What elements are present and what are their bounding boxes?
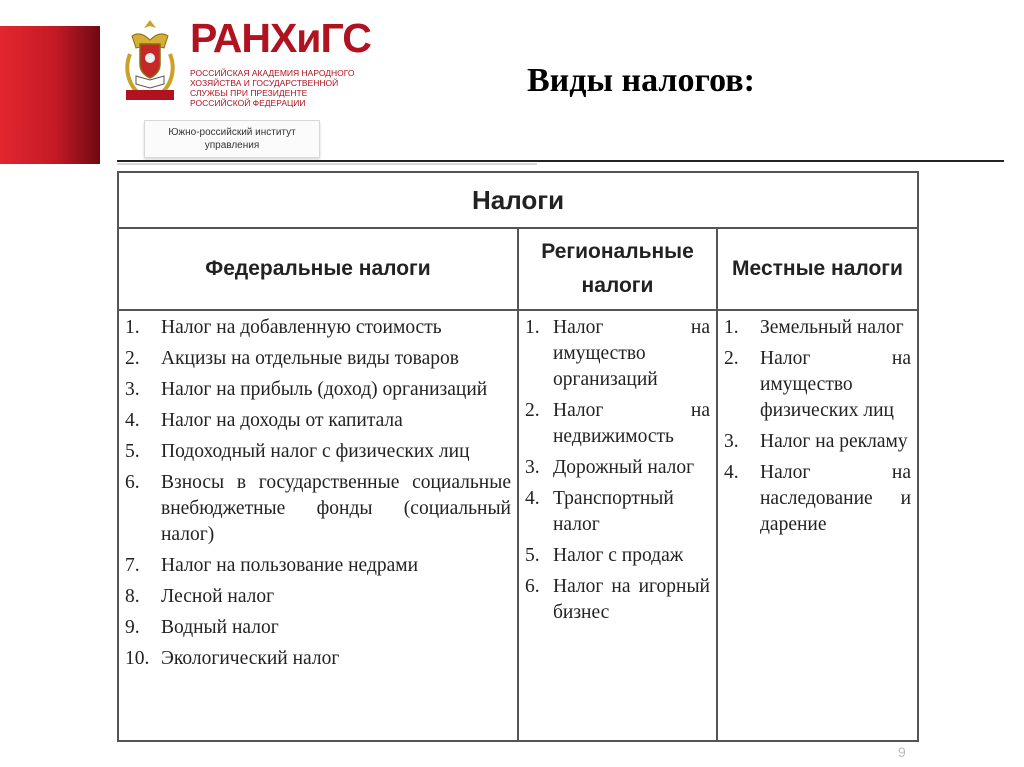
local-taxes-cell bbox=[717, 310, 918, 741]
list-item: 7. Налог на пользование недрами bbox=[125, 555, 419, 576]
list-item: 2. Налог на имущество физических лиц bbox=[724, 348, 912, 421]
local-taxes-list bbox=[724, 315, 911, 538]
regional-heading: Региональные налоги bbox=[518, 228, 717, 310]
list-item: 3. Налог на рекламу bbox=[724, 431, 908, 452]
list-item: 5. Подоходный налог с физических лиц bbox=[125, 441, 470, 462]
list-item: 3. Налог на прибыль (доход) организаций bbox=[125, 379, 488, 400]
local-heading: Местные налоги bbox=[717, 228, 918, 310]
list-item: 1. Налог на имущество организаций bbox=[525, 317, 710, 390]
brand-name: РАНХиГС bbox=[190, 15, 371, 61]
list-item: 5. Налог с продаж bbox=[525, 545, 684, 566]
list-item: 9. Водный налог bbox=[125, 617, 279, 638]
list-item: 6. Взносы в государственные социальные внебюджетные фонды (социальный налог) bbox=[125, 472, 511, 545]
table-caption: Налоги bbox=[118, 172, 918, 228]
slide-title: Виды налогов: bbox=[527, 62, 755, 99]
list-item: 2. Акцизы на отдельные виды товаров bbox=[125, 348, 459, 369]
brand-subtitle: РОССИЙСКАЯ АКАДЕМИЯ НАРОДНОГО ХОЗЯЙСТВА И ГОСУДАРСТВЕННОЙ СЛУЖБЫ ПРИ ПРЕЗИДЕНТЕ РОССИЙСКОЙ ФЕДЕРАЦИИ bbox=[190, 68, 355, 108]
list-item: 3. Дорожный налог bbox=[525, 457, 695, 478]
title-divider-shadow bbox=[117, 163, 537, 165]
list-item: 6. Налог на игорный бизнес bbox=[525, 576, 710, 623]
list-item: 1. Земельный налог bbox=[724, 317, 904, 338]
page-number: 9 bbox=[898, 744, 906, 760]
list-item: 10. Экологический налог bbox=[125, 648, 340, 669]
institute-label: Южно-российский институт управления bbox=[144, 120, 320, 158]
accent-bar bbox=[0, 26, 100, 164]
list-item: 8. Лесной налог bbox=[125, 586, 275, 607]
regional-taxes-cell bbox=[518, 310, 717, 741]
title-divider bbox=[117, 160, 1004, 162]
list-item: 1. Налог на добавленную стоимость bbox=[125, 317, 442, 338]
list-item: 4. Транспортный налог bbox=[525, 488, 674, 535]
crest-icon bbox=[120, 14, 180, 106]
taxes-table bbox=[117, 171, 919, 742]
list-item: 2. Налог на недвижимость bbox=[525, 400, 710, 447]
federal-heading: Федеральные налоги bbox=[118, 228, 518, 310]
list-item: 4. Налог на наследование и дарение bbox=[724, 462, 912, 535]
federal-taxes-list bbox=[125, 315, 511, 672]
logo bbox=[118, 14, 371, 164]
regional-taxes-list bbox=[525, 315, 710, 626]
federal-taxes-cell bbox=[118, 310, 518, 741]
list-item: 4. Налог на доходы от капитала bbox=[125, 410, 403, 431]
